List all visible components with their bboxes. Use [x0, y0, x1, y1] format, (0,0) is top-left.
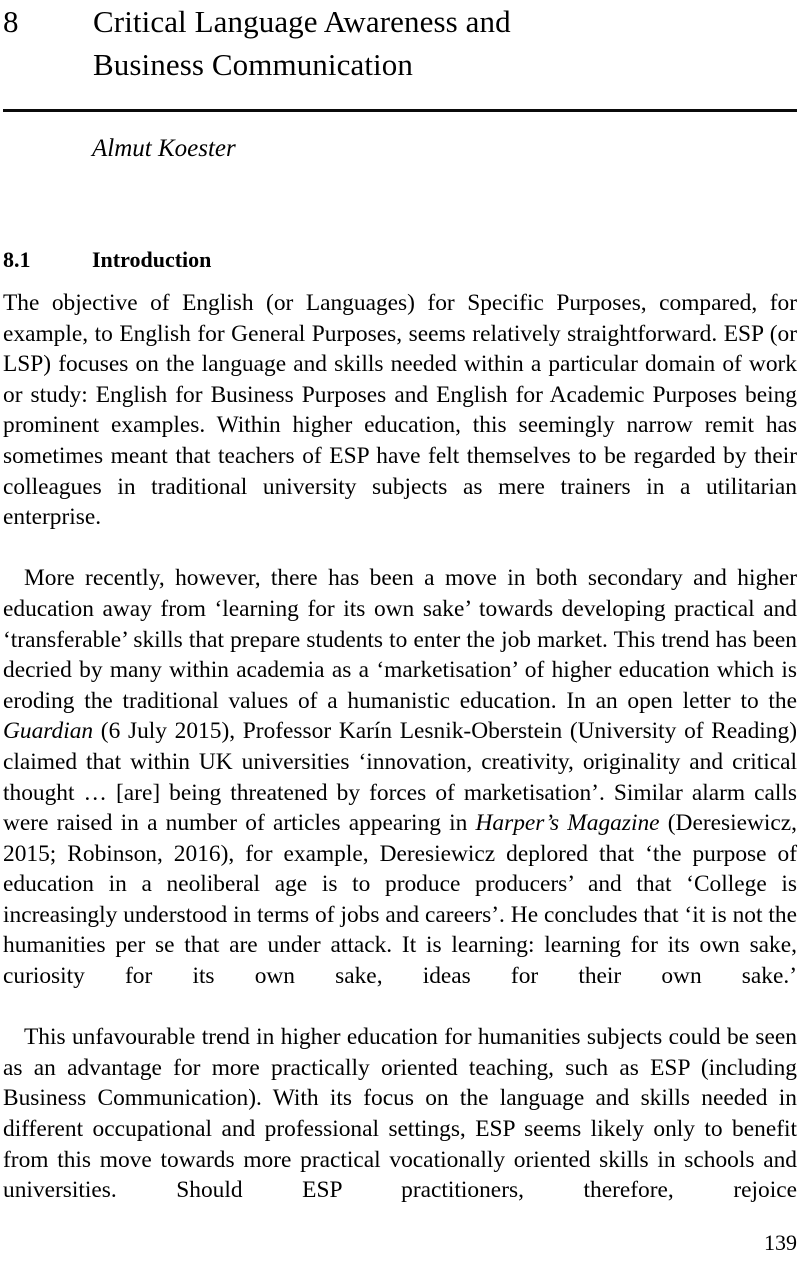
paragraph-1-text: The objective of English (or Languages) for Specific Purposes, compared, for example, to English for General Purposes, seems relatively straightforward. ESP (or LSP) focuses on the language and skills needed within a particular domain of work or study: English for Business Purposes and English for Academic Purposes being prominent examples. Within higher education, this seemingly narrow remit has sometimes meant that teachers of ESP have felt themselves to be regarded by their colleagues in traditional university subjects as mere trainers in a utilitarian enterprise. — [3, 290, 797, 531]
chapter-title — [93, 0, 797, 86]
chapter-title-line-2: Business Communication — [93, 47, 413, 82]
section-title: Introduction — [92, 247, 212, 272]
section-number: 8.1 — [3, 247, 31, 272]
chapter-number: 8 — [3, 4, 19, 39]
journal-title-harpers-magazine: Harper’s Magazine — [475, 810, 660, 837]
paragraph-3-text: This unfavourable trend in higher education for humanities subjects could be seen as an advantage for more practically oriented teaching, such as ESP (including Business Communication). With its focus on the language and skills needed in different occupational and professional settings, ESP seems likely only to benefit from this move towards more practical vocationally oriented skills in schools and universities. Should ESP practitioners, therefore, rejoice — [3, 1024, 797, 1204]
author-name: Almut Koester — [92, 135, 236, 162]
paragraph-2-text-part-3: (Deresiewicz, 2015; Robinson, 2016), for example, Deresiewicz deplored that ‘the purpose of education in a neoliberal age is to produce producers’ and that ‘College is increasingly understood in terms of jobs and careers’. He concludes that ‘it is not the humanities per se that are under attack. It is learning: learning for its own sake, curiosity for its own sake, ideas for their own sake.’ — [3, 810, 797, 990]
page-number: 139 — [764, 1230, 797, 1255]
paragraph-2-text-part-2: (6 July 2015), Professor Karín Lesnik-Oberstein (University of Reading) claimed that within UK universities ‘innovation, creativity, originality and critical thought … [are] being threatened by forces of marketisation’. Similar alarm calls were raised in a number of articles appearing in — [3, 718, 797, 837]
paragraph-3 — [3, 1022, 797, 1236]
paragraph-2-text-part-1: More recently, however, there has been a move in both secondary and higher education away from ‘learning for its own sake’ towards developing practical and ‘transferable’ skills that prepare students to enter the job market. This trend has been decried by many within academia as a ‘marketisation’ of higher education which is eroding the traditional values of a humanistic education. In an open letter to the — [3, 565, 797, 714]
chapter-header — [3, 0, 797, 86]
header-rule-divider — [3, 109, 797, 112]
chapter-title-line-1: Critical Language Awareness and — [93, 4, 511, 39]
paragraph-1 — [3, 288, 797, 563]
paragraph-2 — [3, 563, 797, 1022]
section-heading — [3, 245, 797, 275]
journal-title-guardian: Guardian — [3, 718, 94, 745]
body-text — [3, 288, 797, 1236]
